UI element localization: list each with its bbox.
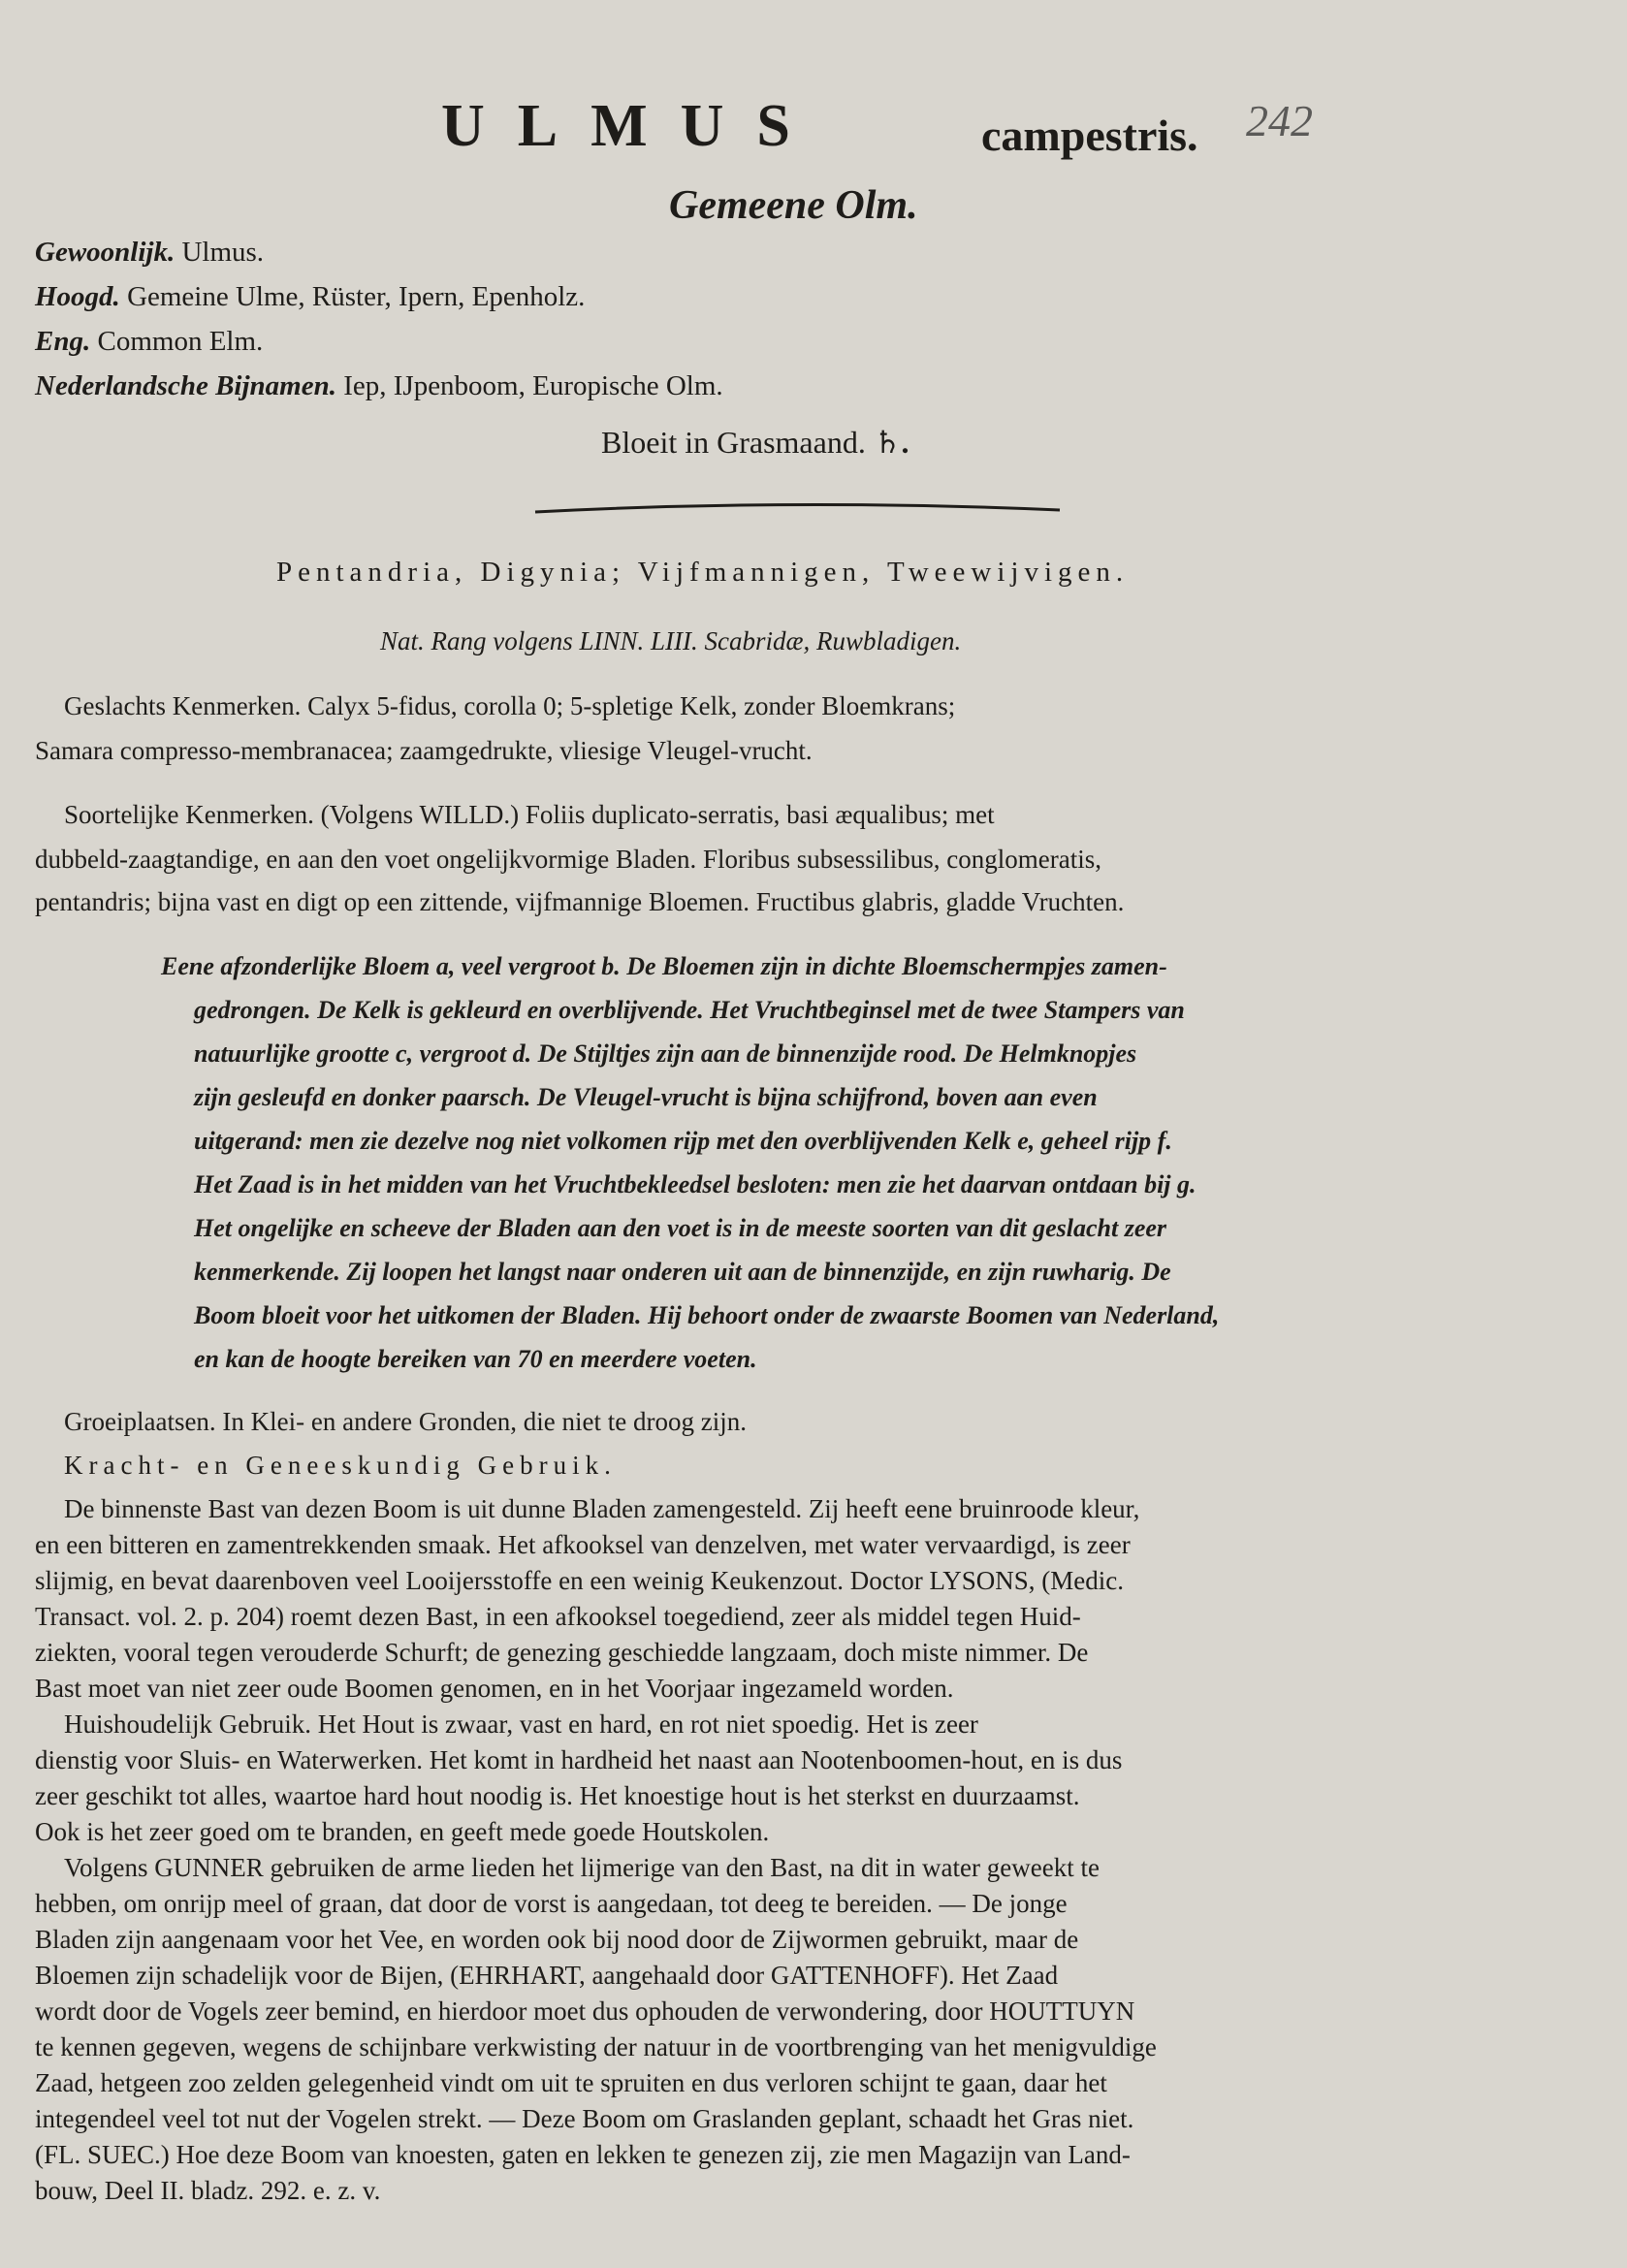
name-row: Nederlandsche Bijnamen. Iep, IJpenboom, Europische Olm. bbox=[35, 370, 723, 401]
natural-rank: Nat. Rang volgens LINN. LIII. Scabridæ, Ruwbladigen. bbox=[380, 626, 962, 655]
vernacular-name: Gemeene Olm. bbox=[669, 183, 918, 228]
saturn-symbol-icon: ♄. bbox=[873, 425, 909, 460]
name-row: Hoogd. Gemeine Ulme, Rüster, Ipern, Epenholz. bbox=[35, 281, 586, 312]
name-row: Gewoonlijk. Ulmus. bbox=[35, 237, 265, 268]
species-epithet: campestris. bbox=[981, 111, 1198, 160]
names-block bbox=[35, 230, 723, 408]
medicinal-heading: Kracht- en Geneeskundig Gebruik. bbox=[64, 1451, 617, 1480]
name-row: Eng. Common Elm. bbox=[35, 326, 264, 357]
handwritten-catalog-number: 242 bbox=[1246, 96, 1313, 145]
bloom-period: Bloeit in Grasmaand. ♄. bbox=[601, 425, 909, 460]
genus-title: ULMUS bbox=[441, 93, 823, 159]
growth-places: Groeiplaatsen. In Klei- en andere Gronden, die niet te droog zijn. bbox=[64, 1407, 747, 1436]
ornamental-separator bbox=[533, 502, 1062, 526]
classification: Pentandria, Digynia; Vijfmannigen, Tweewijvigen. bbox=[276, 557, 1130, 588]
document-page: ULMUS campestris. 242 Gemeene Olm. Gewoonlijk. Ulmus. Hoogd. Gemeine Ulme, Rüster, Ipern, Epenholz. Eng. Common Elm. Nederlandsche Bijnamen. Iep, IJpenboom, Europische Olm. Bloeit in Grasmaand. ♄. Pentandria, Digynia; Vijfmannigen, Tweewijvigen. Nat. Rang volgens LINN. LIII. Scabridæ, Ruwbladigen. Geslachts Kenmerken. Calyx 5-fidus, corolla 0; 5-spletige Kelk, zonder Bloemkrans; Samara compresso-membranacea; zaamgedrukte, vliesige Vleugel-vrucht. Soortelijke Kenmerken. (Volgens WILLD.) Foliis duplicato-serratis, basi æqualibus; met dubbeld-zaagtandige, en aan den voet ongelijkvormige Bladen. Floribus subsessilibus, conglomeratis, pentandris; bijna vast en digt op een zittende, vijfmannige Bloemen. Fructibus glabris, gladde Vruchten. Eene afzonderlijke Bloem a, veel vergroot b. De Bloemen zijn in dichte Bloemschermpjes zamen- gedrongen. De Kelk is gekleurd en overblijvende. Het Vruchtbeginsel met de twee Stampers van natuurlijke grootte c, vergroot d. De Stijltjes zijn aan de binnenzijde rood. De Helmknopjes zijn gesleufd en donker paarsch. De Vleugel-vrucht is bijna schijfrond, boven aan even uitgerand: men zie dezelve nog niet volkomen rijp met den overblijvenden Kelk e, geheel rijp f. Het Zaad is in het midden van het Vruchtbekleedsel besloten: men zie het daarvan ontdaan bij g. Het ongelijke en scheeve der Bladen aan den voet is in de meeste soorten van dit geslacht zeer kenmerkende. Zij loopen het langst naar onderen uit aan de binnenzijde, en zijn ruwharig. De Boom bloeit voor het uitkomen der Bladen. Hij behoort onder de zwaarste Boomen van Nederland, en kan de hoogte bereiken van 70 en meerdere voeten. Groeiplaatsen. In Klei- en andere Gronden, die niet te droog zijn. Kracht- en Geneeskundig Gebruik. De binnenste Bast van dezen Boom is uit dunne Bladen zamengesteld. Zij heeft eene bruinroode kleur, en een bitteren en zamentrekkenden smaak. Het afkooksel van denzelven, met water vervaardigd, is zeer slijmig, en bevat daarenboven veel Looijersstoffe en een weinig Keukenzout. Doctor LYSONS, (Medic. Transact. vol. 2. p. 204) roemt dezen Bast, in een afkooksel toegediend, zeer als middel tegen Huid- ziekten, vooral tegen verouderde Schurft; de genezing geschiedde langzaam, doch miste nimmer. De Bast moet van niet zeer oude Boomen genomen, en in het Voorjaar ingezameld worden. Huishoudelijk Gebruik. Het Hout is zwaar, vast en hard, en rot niet spoedig. Het is zeer dienstig voor Sluis- en Waterwerken. Het komt in hardheid het naast aan Nootenboomen-hout, en is dus zeer geschikt tot alles, waartoe hard hout noodig is. Het knoestige hout is het sterkst en duurzaamst. Ook is het zeer goed om te branden, en geeft mede goede Houtskolen. Volgens GUNNER gebruiken de arme lieden het lijmerige van den Bast, na dit in water geweekt te hebben, om onrijp meel of graan, dat door de vorst is aangedaan, tot deeg te bereiden. — De jonge Bladen zijn aangenaam voor het Vee, en worden ook bij nood door de Zijwormen gebruikt, maar de Bloemen zijn schadelijk voor de Bijen, (EHRHART, aangehaald door GATTENHOFF). Het Zaad wordt door de Vogels zeer bemind, en hierdoor moet dus ophouden de verwondering, door HOUTTUYN te kennen gegeven, wegens de schijnbare verkwisting der natuur in de voortbrenging van het menigvuldige Zaad, hetgeen zoo zelden gelegenheid vindt om uit te spruiten en dus verloren schijnt te gaan, daar het integendeel veel tot nut der Vogelen strekt. — Deze Boom om Graslanden geplant, schaadt het Gras niet. (FL. SUEC.) Hoe deze Boom van knoesten, gaten en lekken te genezen zij, zie men Magazijn van Land- bouw, Deel II. bladz. 292. e. z. v. bbox=[35, 93, 1313, 2205]
